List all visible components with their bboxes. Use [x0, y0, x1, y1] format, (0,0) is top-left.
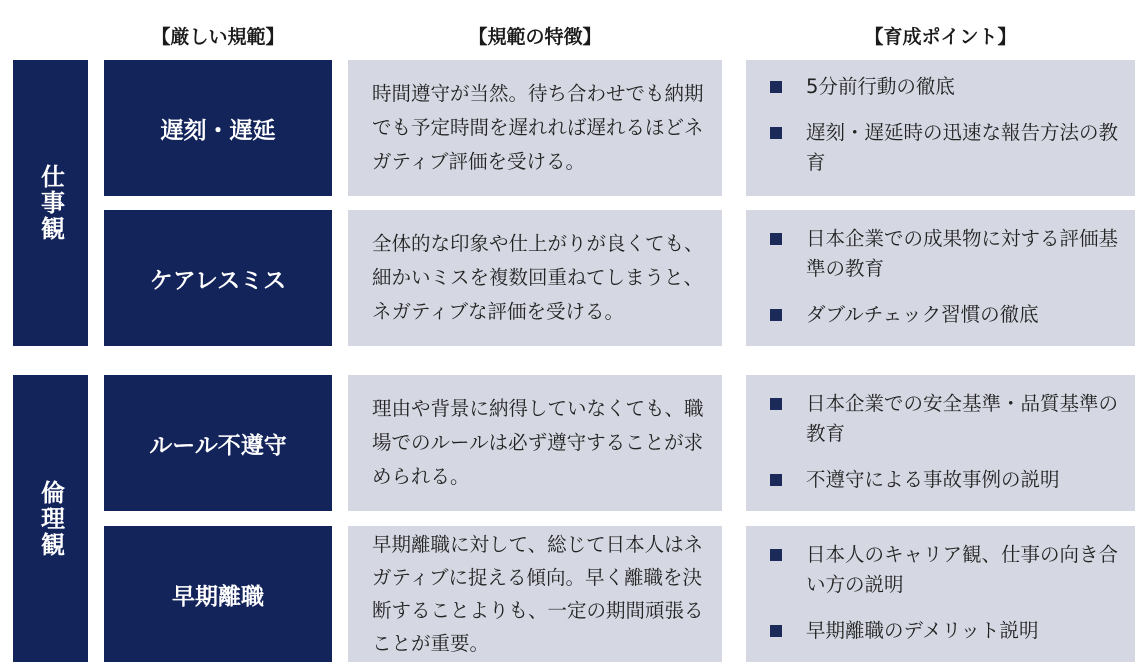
norm-cell: ケアレスミス	[104, 210, 332, 346]
norm-cell: 早期離職	[104, 526, 332, 662]
category-label: 仕事観	[36, 164, 65, 242]
points-cell	[746, 375, 1135, 511]
feature-cell	[348, 210, 722, 346]
point-text: ダブルチェック習慣の徹底	[806, 303, 1039, 326]
point-text: 日本人のキャリア観、仕事の向き合い方の説明	[806, 543, 1119, 596]
points-cell	[746, 526, 1135, 662]
header-feature: 【規範の特徴】	[468, 25, 602, 48]
feature-text: 早期離職に対して、総じて日本人はネガティブに捉える傾向。早く離職を決断することよりも、一定の期間頑張ることが重要。	[372, 533, 704, 655]
feature-text: 理由や背景に納得していなくても、職場でのルールは必ず遵守することが求められる。	[372, 397, 704, 488]
point-item	[770, 465, 1121, 495]
norm-cell: 遅刻・遅延	[104, 60, 332, 196]
square-bullet-icon	[770, 625, 782, 637]
square-bullet-icon	[770, 127, 782, 139]
category-work-view	[13, 60, 88, 346]
square-bullet-icon	[770, 309, 782, 321]
point-text: 日本企業での安全基準・品質基準の教育	[806, 392, 1119, 445]
square-bullet-icon	[770, 81, 782, 93]
point-text: 遅刻・遅延時の迅速な報告方法の教育	[806, 121, 1119, 174]
feature-cell	[348, 526, 722, 662]
square-bullet-icon	[770, 474, 782, 486]
header-points: 【育成ポイント】	[864, 25, 1017, 48]
norm-cell: ルール不遵守	[104, 375, 332, 511]
point-item	[770, 389, 1121, 449]
point-text: 日本企業での成果物に対する評価基準の教育	[806, 227, 1119, 280]
point-item	[770, 72, 1121, 102]
feature-text: 時間遵守が当然。待ち合わせでも納期でも予定時間を遅れれば遅れるほどネガティブ評価を受ける。	[372, 82, 704, 173]
feature-cell	[348, 375, 722, 511]
points-cell	[746, 60, 1135, 196]
category-ethics-view	[13, 375, 88, 662]
points-cell	[746, 210, 1135, 346]
square-bullet-icon	[770, 549, 782, 561]
point-item	[770, 118, 1121, 178]
point-item	[770, 616, 1121, 646]
point-item	[770, 224, 1121, 284]
point-item	[770, 300, 1121, 330]
point-text: 5分前行動の徹底	[806, 75, 955, 98]
square-bullet-icon	[770, 398, 782, 410]
feature-cell	[348, 60, 722, 196]
feature-text: 全体的な印象や仕上がりが良くても、細かいミスを複数回重ねてしまうと、ネガティブな評価を受ける。	[372, 232, 704, 323]
point-text: 早期離職のデメリット説明	[806, 619, 1039, 642]
square-bullet-icon	[770, 233, 782, 245]
category-label: 倫理観	[36, 479, 65, 558]
point-item	[770, 540, 1121, 600]
header-norm: 【厳しい規範】	[151, 25, 285, 48]
point-text: 不遵守による事故事例の説明	[806, 468, 1060, 491]
